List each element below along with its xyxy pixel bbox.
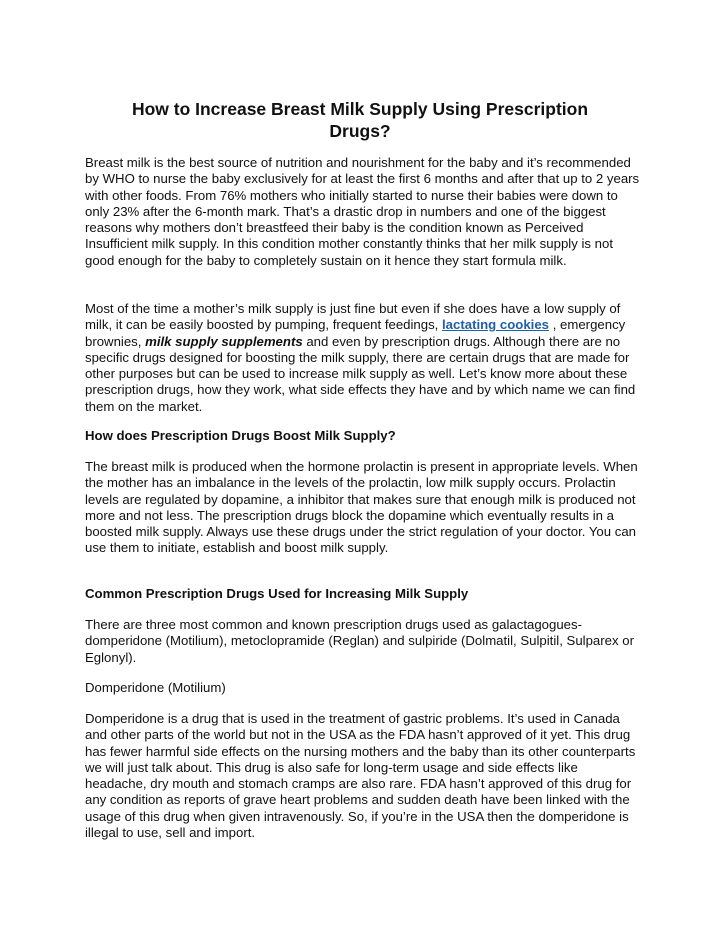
- domperidone-paragraph: Domperidone is a drug that is used in the treatment of gastric problems. It’s used in Canada and other parts of the world but not in the USA as the FDA hasn’t approved of it yet. This drug has fewer harmful side effects on the nursing mothers and the baby than its other counterparts we will just talk about. This drug is also safe for long-term usage and side effects like headache, dry mouth and stomach cramps are also rare. FDA hasn’t approved of this drug for any condition as reports of grave heart problems and sudden death have been linked with the usage of this drug when given intravenously. So, if you’re in the USA then the domperidone is illegal to use, sell and import.: [85, 711, 636, 841]
- intro-paragraph: Breast milk is the best source of nutrition and nourishment for the baby and it’s recommended by WHO to nurse the baby exclusively for at least the first 6 months and after that up to 2 years with other foods. From 76% mothers who initially started to nurse their babies were down to only 23% after the 6-month mark. That’s a drastic drop in numbers and one of the biggest reasons why mothers don’t breastfeed their baby is the condition known as Perceived Insufficient milk supply. In this condition mother constantly thinks that her milk supply is not good enough for the baby to completely sustain on it hence they start formula milk.: [85, 155, 640, 268]
- page-title: How to Increase Breast Milk Supply Using Prescription Drugs?: [131, 99, 589, 141]
- prolactin-paragraph: The breast milk is produced when the hormone prolactin is present in appropriate levels. When the mother has an imbalance in the levels of the prolactin, low milk supply occurs. Prolactin levels are regulated by dopamine, a inhibitor that makes sure that enough milk is produced not more and not less. The prescription drugs block the dopamine which eventually results in a boosted milk supply. Always use these drugs under the strict regulation of your doctor. You can use them to initiate, establish and boost milk supply.: [85, 459, 638, 556]
- common-drugs-paragraph: There are three most common and known prescription drugs used as galactagogues- domperidone (Motilium), metoclopramide (Reglan) and sulpiride (Dolmatil, Sulpitil, Sulparex or Eglonyl).: [85, 617, 634, 665]
- emphasized-text: milk supply supplements: [145, 333, 303, 349]
- milk-supply-paragraph: [85, 301, 641, 415]
- section-heading-common-drugs: Common Prescription Drugs Used for Increasing Milk Supply: [85, 586, 469, 601]
- lactating-cookies-link[interactable]: lactating cookies: [442, 317, 550, 333]
- section-heading-how-drugs-work: How does Prescription Drugs Boost Milk Supply?: [85, 428, 396, 443]
- paragraph-text: , emergency brownies,: [85, 317, 626, 349]
- paragraph-text: and even by prescription drugs. Although there are no specific drugs designed for boosting the milk supply, there are certain drugs that are made for other purposes but can be used to increase milk supply as well. Let’s know more about these prescription drugs, how they work, what side effects they have and by which name we can find them on the market.: [85, 333, 636, 414]
- paragraph-text: Most of the time a mother’s milk supply is just fine but even if she does have a low supply of milk, it can be easily boosted by pumping, frequent feedings,: [85, 301, 621, 333]
- domperidone-subheading: Domperidone (Motilium): [85, 680, 226, 695]
